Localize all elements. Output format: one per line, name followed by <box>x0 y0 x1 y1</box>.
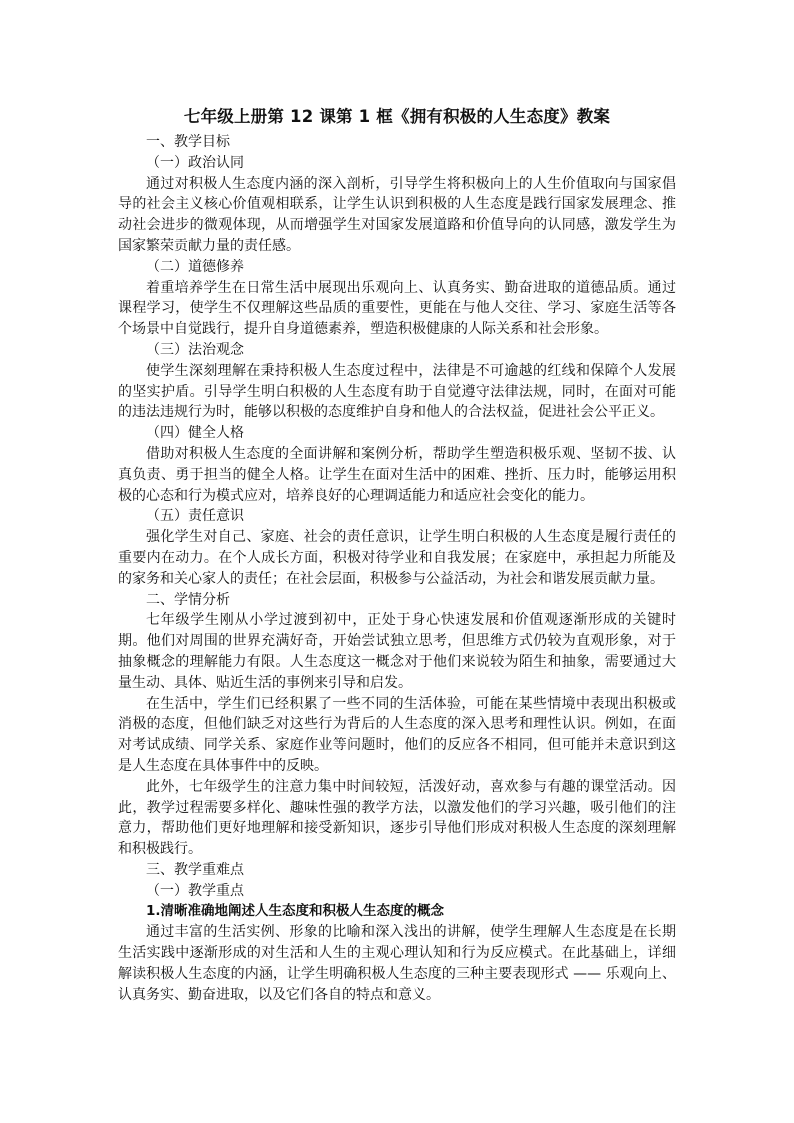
paragraph: 此外，七年级学生的注意力集中时间较短，活泼好动，喜欢参与有趣的课堂活动。因此，教学过程需要多样化、趣味性强的教学方法，以激发他们的学习兴趣，吸引他们的注意力，帮助他们更好地理解和接受新知识，逐步引导他们形成对积极人生态度的深刻理解和积极践行。 <box>118 778 676 858</box>
subsection-heading: （四）健全人格 <box>146 425 244 442</box>
paragraph: 使学生深刻理解在秉持积极人生态度过程中，法律是不可逾越的红线和保障个人发展的坚实护盾。引导学生明白积极的人生态度有助于自觉遵守法律法规，同时，在面对可能的违法违规行为时，能够以积极的态度维护自身和他人的合法权益，促进社会公平正义。 <box>118 362 676 421</box>
subsection-heading: （二）道德修养 <box>146 258 244 275</box>
paragraph: 七年级学生刚从小学过渡到初中，正处于身心快速发展和价值观逐渐形成的关键时期。他们对周围的世界充满好奇，开始尝试独立思考，但思维方式仍较为直观形象，对于抽象概念的理解能力有限。人生态度这一概念对于他们来说较为陌生和抽象，需要通过大量生动、具体、贴近生活的事例来引导和启发。 <box>118 612 676 691</box>
document-title: 七年级上册第 12 课第 1 框《拥有积极的人生态度》教案 <box>183 107 611 126</box>
paragraph: 通过丰富的生活实例、形象的比喻和深入浅出的讲解，使学生理解人生态度是在长期生活实践中逐渐形成的对生活和人生的主观心理认知和行为反应模式。在此基础上，详细解读积极人生态度的内涵，让学生明确积极人生态度的三种主要表现形式 —— 乐观向上、认真务实、勤奋进取，以及它们各自的特点和意义。 <box>118 924 676 1003</box>
section-heading: 一、教学目标 <box>146 134 230 150</box>
paragraph: 着重培养学生在日常生活中展现出乐观向上、认真务实、勤奋进取的道德品质。通过课程学习，使学生不仅理解这些品质的重要性，更能在与他人交往、学习、家庭生活等各个场景中自觉践行，提升自身道德素养，塑造积极健康的人际关系和社会形象。 <box>118 279 676 338</box>
subsection-heading: （一）政治认同 <box>146 154 244 171</box>
section-heading: 二、学情分析 <box>146 591 230 608</box>
subsection-heading: （一）教学重点 <box>146 882 244 899</box>
paragraph: 借助对积极人生态度的全面讲解和案例分析，帮助学生塑造积极乐观、坚韧不拔、认真负责、勇于担当的健全人格。让学生在面对生活中的困难、挫折、压力时，能够运用积极的心态和行为模式应对，培养良好的心理调适能力和适应社会变化的能力。 <box>118 445 676 504</box>
item-heading: 1.清晰准确地阐述人生态度和积极人生态度的概念 <box>146 903 445 920</box>
document-body <box>118 132 676 1005</box>
paragraph: 在生活中，学生们已经积累了一些不同的生活体验，可能在某些情境中表现出积极或消极的态度，但他们缺乏对这些行为背后的人生态度的深入思考和理性认识。例如，在面对考试成绩、同学关系、家庭作业等问题时，他们的反应各不相同，但可能并未意识到这是人生态度在具体事件中的反映。 <box>118 695 676 774</box>
subsection-heading: （三）法治观念 <box>146 341 244 358</box>
paragraph: 强化学生对自己、家庭、社会的责任意识，让学生明白积极的人生态度是履行责任的重要内在动力。在个人成长方面，积极对待学业和自我发展；在家庭中，承担起力所能及的家务和关心家人的责任；在社会层面，积极参与公益活动，为社会和谐发展贡献力量。 <box>118 529 676 587</box>
section-heading: 三、教学重难点 <box>146 861 244 878</box>
subsection-heading: （五）责任意识 <box>146 508 244 525</box>
paragraph: 通过对积极人生态度内涵的深入剖析，引导学生将积极向上的人生价值取向与国家倡导的社会主义核心价值观相联系，让学生认识到积极的人生态度是践行国家发展理念、推动社会进步的微观体现，从而增强学生对国家发展道路和价值导向的认同感，激发学生为国家繁荣贡献力量的责任感。 <box>118 175 676 254</box>
